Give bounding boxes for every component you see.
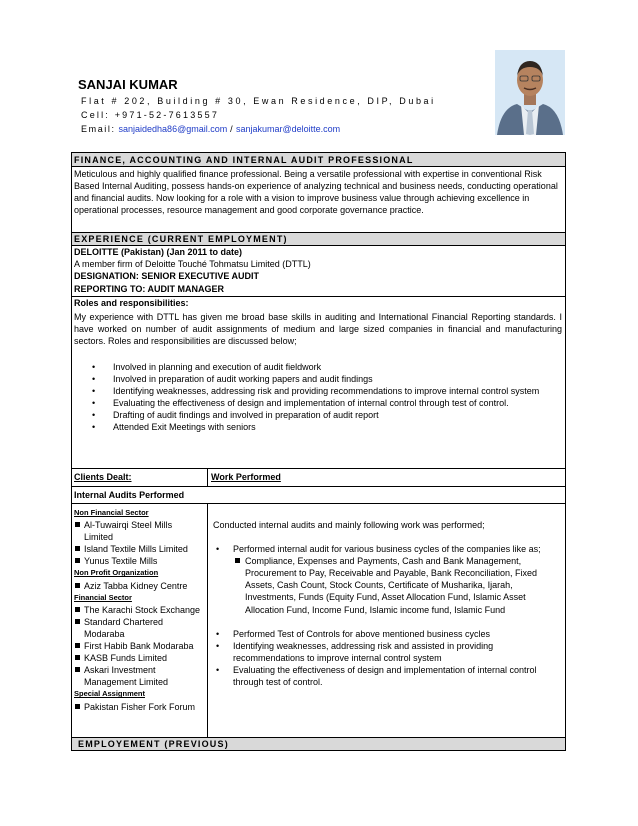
work-item: • Performed Test of Controls for above mentioned business cycles (213, 628, 553, 640)
client-item: Standard Chartered Modaraba (74, 616, 202, 640)
roles-paragraph: My experience with DTTL has given me broad base skills in auditing and International Financial Reporting standards. I have worked on number of audit assignments of medium and large sized companies in financial and manufacturing sectors. Roles and responsibilities are discussed below; (74, 312, 562, 347)
client-item: Aziz Tabba Kidney Centre (74, 580, 202, 592)
responsibilities-list (92, 361, 554, 434)
responsibility-item: • Attended Exit Meetings with seniors (92, 421, 554, 433)
candidate-name: SANJAI KUMAR (78, 77, 178, 92)
email-label: Email: (81, 124, 116, 134)
client-list (74, 580, 202, 592)
work-list-1 (213, 543, 553, 555)
work-item: • Performed internal audit for various business cycles of the companies like as; (213, 543, 553, 555)
work-item: • Evaluating the effectiveness of design and implementation of internal control through test of control. (213, 664, 553, 688)
work-sub-item: Compliance, Expenses and Payments, Cash and Bank Management, Procurement to Pay, Receivable and Payable, Bank Reconciliation, Fixed Assets, Cash Count, Stock Counts, Certificate of Musharika, Ijarah, Investments, Funds (Equity Fund, Asset Allocation Fund, Islamic Asset Allocation Fund, Income Fund, Islamic income fund, Islamic Fund (233, 555, 553, 615)
divider (71, 503, 566, 504)
work-column (213, 519, 553, 688)
internal-audits-heading: Internal Audits Performed (74, 490, 185, 500)
email-line (81, 124, 340, 134)
email-link-personal[interactable]: sanjaidedha86@gmail.com (118, 124, 228, 134)
col-clients-header: Clients Dealt: (74, 472, 132, 482)
client-item: Pakistan Fisher Fork Forum (74, 701, 202, 713)
work-item: • Identifying weaknesses, addressing risk and assisted in providing recommendations to improve internal control system (213, 640, 553, 664)
column-divider (207, 503, 208, 737)
responsibility-item: • Identifying weaknesses, addressing risk and providing recommendations to improve internal control system (92, 385, 554, 397)
divider (71, 245, 566, 246)
clients-column (74, 507, 202, 713)
email-link-work[interactable]: sanjakumar@deloitte.com (235, 124, 341, 134)
employer-member-note: A member firm of Deloitte Touché Tohmatsu Limited (DTTL) (74, 259, 311, 269)
responsibility-item: • Involved in planning and execution of audit fieldwork (92, 361, 554, 373)
experience-heading: EXPERIENCE (CURRENT EMPLOYMENT) (74, 234, 288, 244)
client-item: Island Textile Mills Limited (74, 543, 202, 555)
client-item: Yunus Textile Mills (74, 555, 202, 567)
responsibility-item: • Drafting of audit findings and involved in preparation of audit report (92, 409, 554, 421)
work-list-2 (213, 628, 553, 688)
profile-photo-icon (495, 50, 565, 135)
previous-employment-heading: EMPLOYEMENT (PREVIOUS) (78, 739, 229, 749)
responsibility-item: • Evaluating the effectiveness of design and implementation of internal control through test of control. (92, 397, 554, 409)
phone-line: Cell: +971-52-7613557 (81, 110, 220, 120)
address-line: Flat # 202, Building # 30, Ewan Residence, DIP, Dubai (81, 96, 436, 106)
profile-heading: FINANCE, ACCOUNTING AND INTERNAL AUDIT PROFESSIONAL (74, 155, 414, 165)
client-list (74, 701, 202, 713)
divider (71, 486, 566, 487)
client-list (74, 519, 202, 567)
client-item: The Karachi Stock Exchange (74, 604, 202, 616)
email-separator: / (230, 124, 234, 134)
work-sub-list (233, 555, 553, 615)
divider (71, 468, 566, 469)
client-group-title: Financial Sector (74, 592, 132, 602)
divider (71, 296, 566, 297)
responsibility-item: • Involved in preparation of audit working papers and audit findings (92, 373, 554, 385)
roles-heading: Roles and responsibilities: (74, 298, 189, 308)
client-group-title: Non Financial Sector (74, 508, 149, 517)
designation: DESIGNATION: SENIOR EXECUTIVE AUDIT (74, 271, 260, 281)
employer-name: DELOITTE (Pakistan) (Jan 2011 to date) (74, 247, 243, 257)
profile-summary: Meticulous and highly qualified finance professional. Being a versatile professional with expertise in conventional Risk Based Internal Auditing, possess hands-on experience of analyzing technical and business needs, conducting operational and financial audits. Now looking for a role with a vision to improve business value through achieving excellence in operational processes, resource management and good corporate governance practice. (74, 169, 558, 216)
divider (71, 166, 566, 167)
client-group-title: Special Assignment (74, 689, 145, 699)
client-group-title: Non Profit Organization (74, 568, 159, 578)
column-divider (207, 468, 208, 486)
work-intro: Conducted internal audits and mainly following work was performed; (213, 520, 485, 530)
reporting-to: REPORTING TO: AUDIT MANAGER (74, 284, 224, 294)
col-work-header: Work Performed (211, 472, 281, 482)
profile-photo (495, 50, 565, 135)
client-item: First Habib Bank Modaraba (74, 640, 202, 652)
client-item: Al-Tuwairqi Steel Mills Limited (74, 519, 202, 543)
client-item: KASB Funds Limited (74, 652, 202, 664)
client-list (74, 604, 202, 689)
client-item: Askari Investment Management Limited (74, 664, 202, 688)
